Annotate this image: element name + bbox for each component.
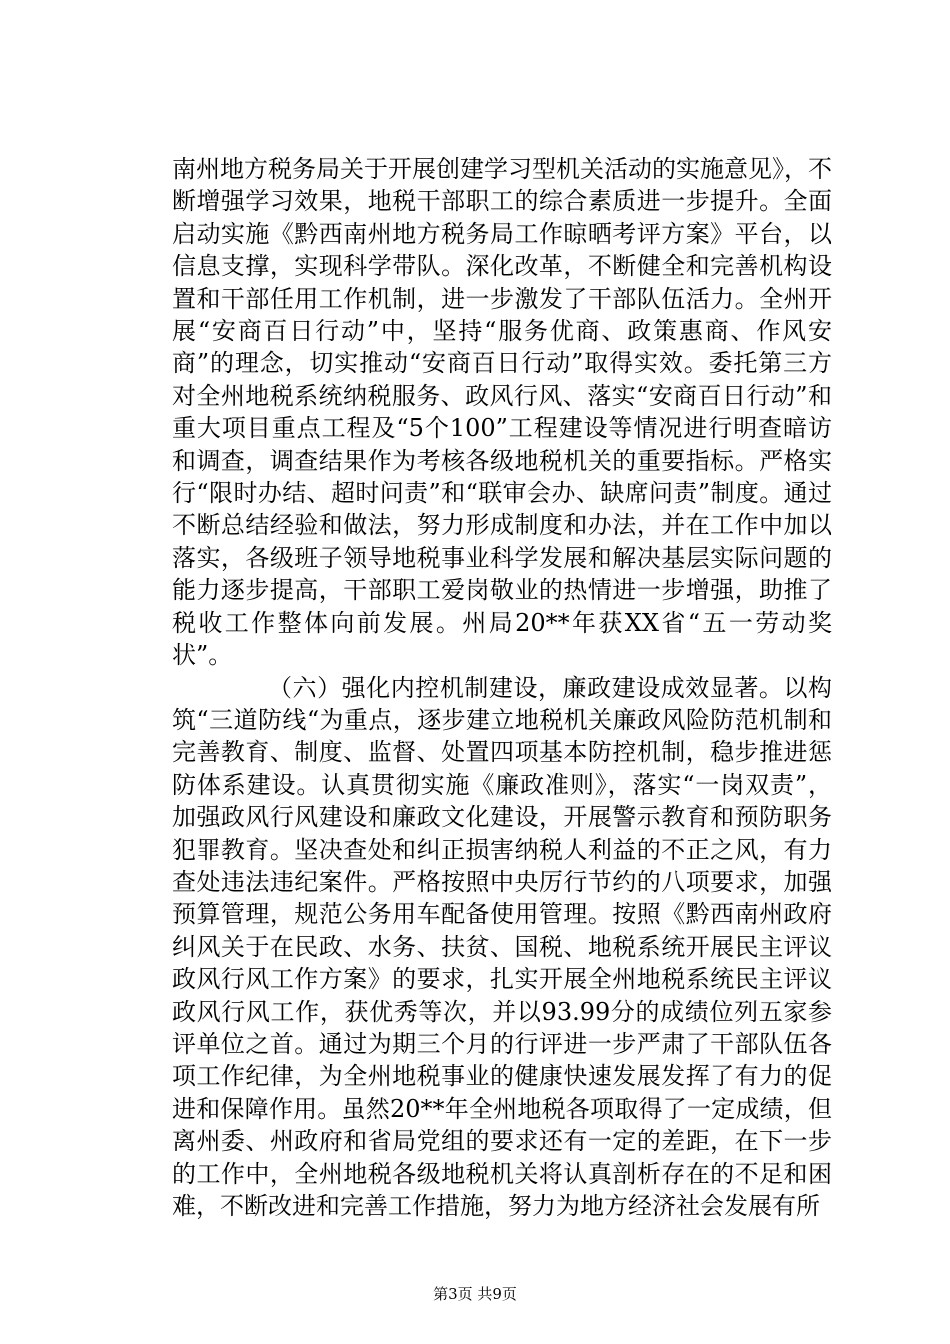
paragraph-continuation: 南州地方税务局关于开展创建学习型机关活动的实施意见》，不断增强学习效果，地税干部职工的综合素质进一步提升。全面启动实施《黔西南州地方税务局工作晾晒考评方案》平台，以信息支撑，实现科学带队。深化改革，不断健全和完善机构设置和干部任用工作机制，进一步激发了干部队伍活力。全州开展“安商百日行动”中，坚持“服务优商、政策惠商、作风安商”的理念，切实推动“安商百日行动”取得实效。委托第三方对全州地税系统纳税服务、政风行风、落实“安商百日行动”和重大项目重点工程及“5个100”工程建设等情况进行明查暗访和调查，调查结果作为考核各级地税机关的重要指标。严格实行“限时办结、超时问责”和“联审会办、缺席问责”制度。通过不断总结经验和做法，努力形成制度和办法，并在工作中加以落实，各级班子领导地税事业科学发展和解决基层实际问题的能力逐步提高，干部职工爱岗敬业的热情进一步增强，助推了税收工作整体向前发展。州局20**年获XX省“五一劳动奖状”。 [172, 155, 832, 670]
page-footer: 第3页 共9页 [433, 1285, 517, 1303]
document-body [172, 153, 832, 1222]
paragraph-section-six: （六）强化内控机制建设，廉政建设成效显著。以构筑“三道防线“为重点，逐步建立地税机关廉政风险防范机制和完善教育、制度、监督、处置四项基本防控机制，稳步推进惩防体系建设。认真贯彻实施《廉政准则》，落实“一岗双责”，加强政风行风建设和廉政文化建设，开展警示教育和预防职务犯罪教育。坚决查处和纠正损害纳税人利益的不正之风，有力查处违法违纪案件。严格按照中央厉行节约的八项要求，加强预算管理，规范公务用车配备使用管理。按照《黔西南州政府纠风关于在民政、水务、扶贫、国税、地税系统开展民主评议政风行风工作方案》的要求，扎实开展全州地税系统民主评议政风行风工作，获优秀等次，并以93.99分的成绩位列五家参评单位之首。通过为期三个月的行评进一步严肃了干部队伍各项工作纪律，为全州地税事业的健康快速发展发挥了有力的促进和保障作用。虽然20**年全州地税各项取得了一定成绩，但离州委、州政府和省局党组的要求还有一定的差距，在下一步的工作中，全州地税各级地税机关将认真剖析存在的不足和困难，不断改进和完善工作措施，努力为地方经济社会发展有所 [172, 673, 832, 1220]
